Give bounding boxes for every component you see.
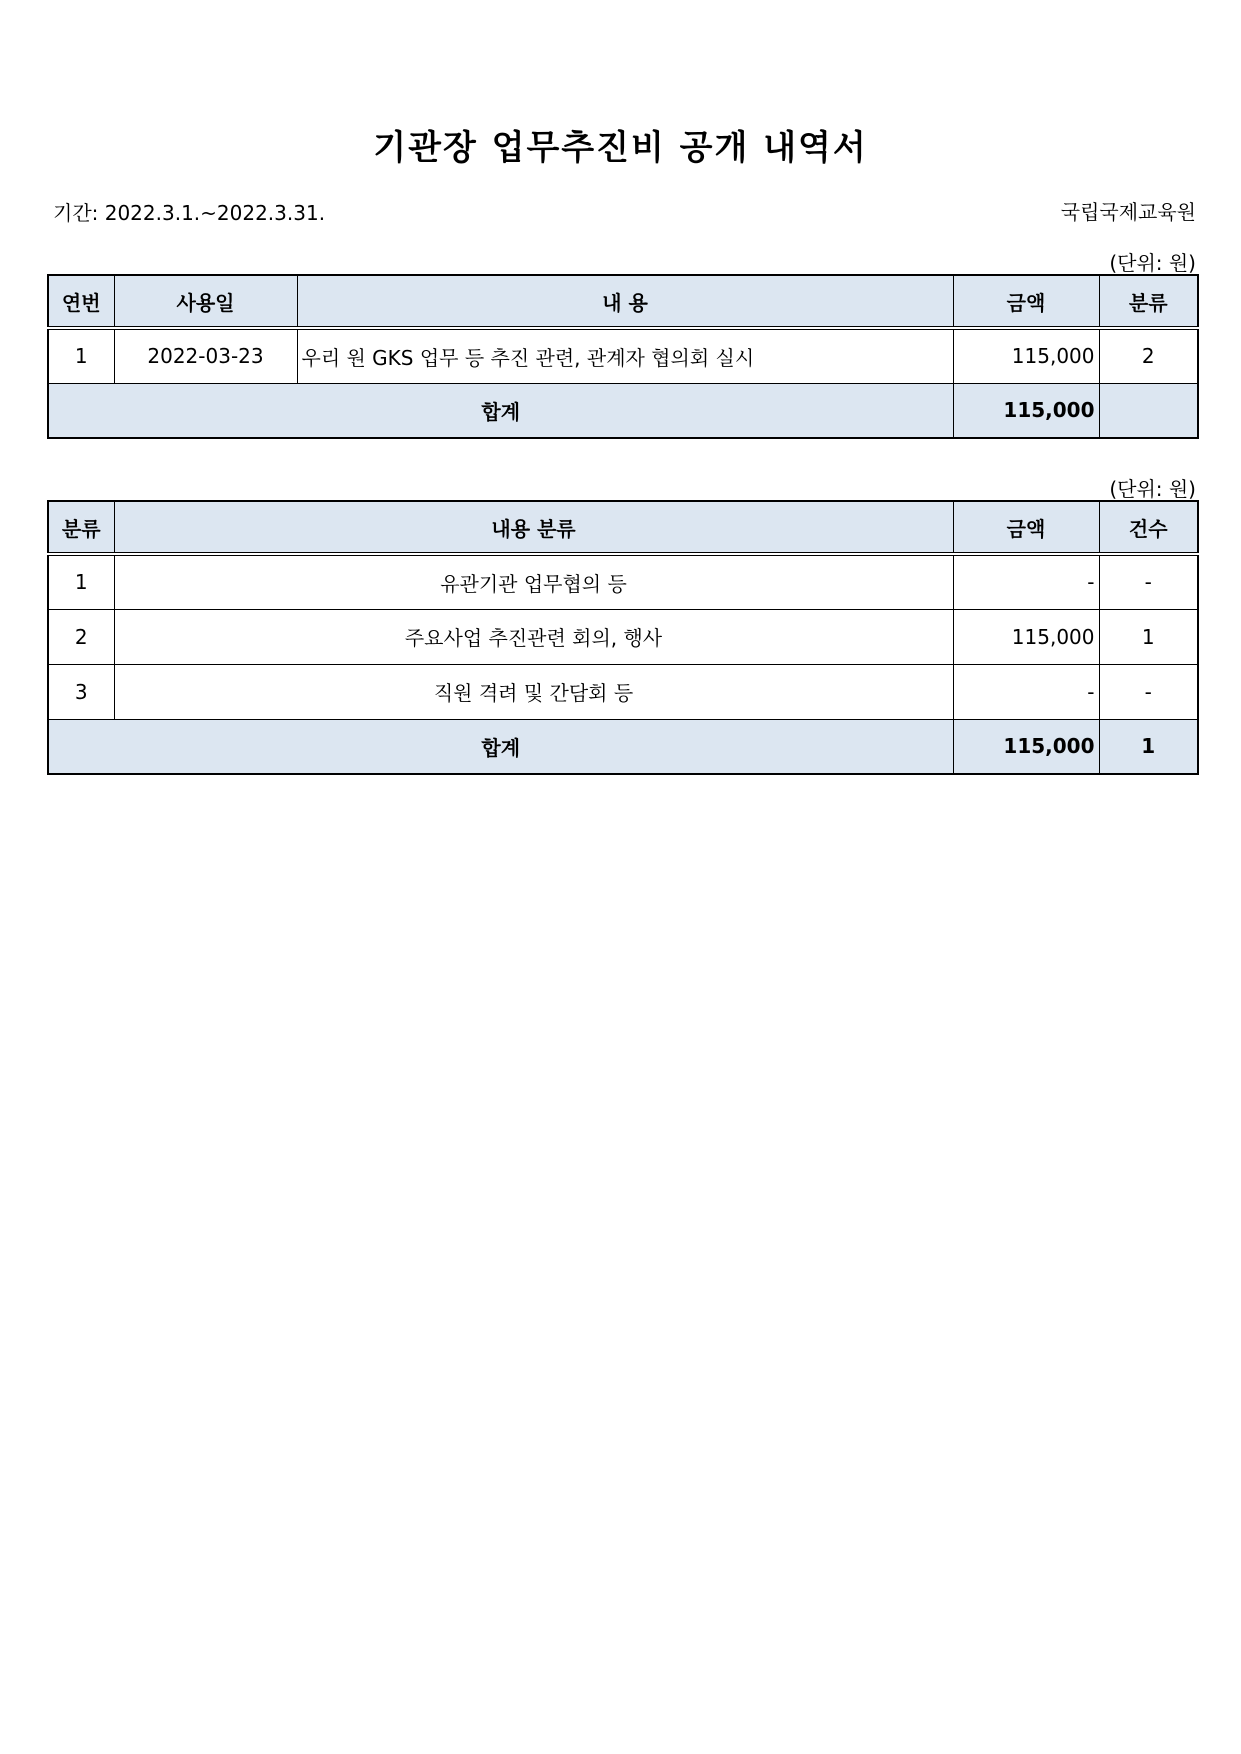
row-count: 1 — [1099, 609, 1198, 664]
row-category: 3 — [48, 664, 114, 719]
row-category: 1 — [48, 554, 114, 609]
row-amount: - — [953, 664, 1099, 719]
total-row — [48, 383, 1198, 438]
row-category: 2 — [48, 609, 114, 664]
header-amount: 금액 — [953, 275, 1099, 328]
header-category: 분류 — [1099, 275, 1198, 328]
row-date: 2022-03-23 — [114, 328, 297, 383]
total-category — [1099, 383, 1198, 438]
row-count: - — [1099, 554, 1198, 609]
row-amount: 115,000 — [953, 609, 1099, 664]
total-row — [48, 719, 1198, 774]
row-amount: 115,000 — [953, 328, 1099, 383]
page-title: 기관장 업무추진비 공개 내역서 — [373, 128, 868, 168]
period-text: 기간: 2022.3.1.~2022.3.31. — [53, 201, 326, 225]
category-summary-table — [47, 500, 1199, 775]
row-amount: - — [953, 554, 1099, 609]
row-description: 주요사업 추진관련 회의, 행사 — [114, 609, 953, 664]
table-header-row — [48, 275, 1198, 328]
table-row — [48, 554, 1198, 609]
total-amount: 115,000 — [953, 383, 1099, 438]
table-row — [48, 328, 1198, 383]
unit-label: (단위: 원) — [1109, 477, 1196, 501]
row-count: - — [1099, 664, 1198, 719]
row-description: 유관기관 업무협의 등 — [114, 554, 953, 609]
header-content: 내 용 — [297, 275, 953, 328]
row-category: 2 — [1099, 328, 1198, 383]
row-content: 우리 원 GKS 업무 등 추진 관련, 관계자 협의회 실시 — [297, 328, 953, 383]
total-label: 합계 — [48, 719, 953, 774]
organization-name: 국립국제교육원 — [1060, 200, 1196, 224]
table-row — [48, 609, 1198, 664]
header-description: 내용 분류 — [114, 501, 953, 554]
header-no: 연번 — [48, 275, 114, 328]
total-label: 합계 — [48, 383, 953, 438]
header-category: 분류 — [48, 501, 114, 554]
unit-label: (단위: 원) — [1109, 251, 1196, 275]
header-count: 건수 — [1099, 501, 1198, 554]
expense-detail-table — [47, 274, 1199, 439]
header-date: 사용일 — [114, 275, 297, 328]
total-count: 1 — [1099, 719, 1198, 774]
table-row — [48, 664, 1198, 719]
row-no: 1 — [48, 328, 114, 383]
header-amount: 금액 — [953, 501, 1099, 554]
table-header-row — [48, 501, 1198, 554]
row-description: 직원 격려 및 간담회 등 — [114, 664, 953, 719]
total-amount: 115,000 — [953, 719, 1099, 774]
